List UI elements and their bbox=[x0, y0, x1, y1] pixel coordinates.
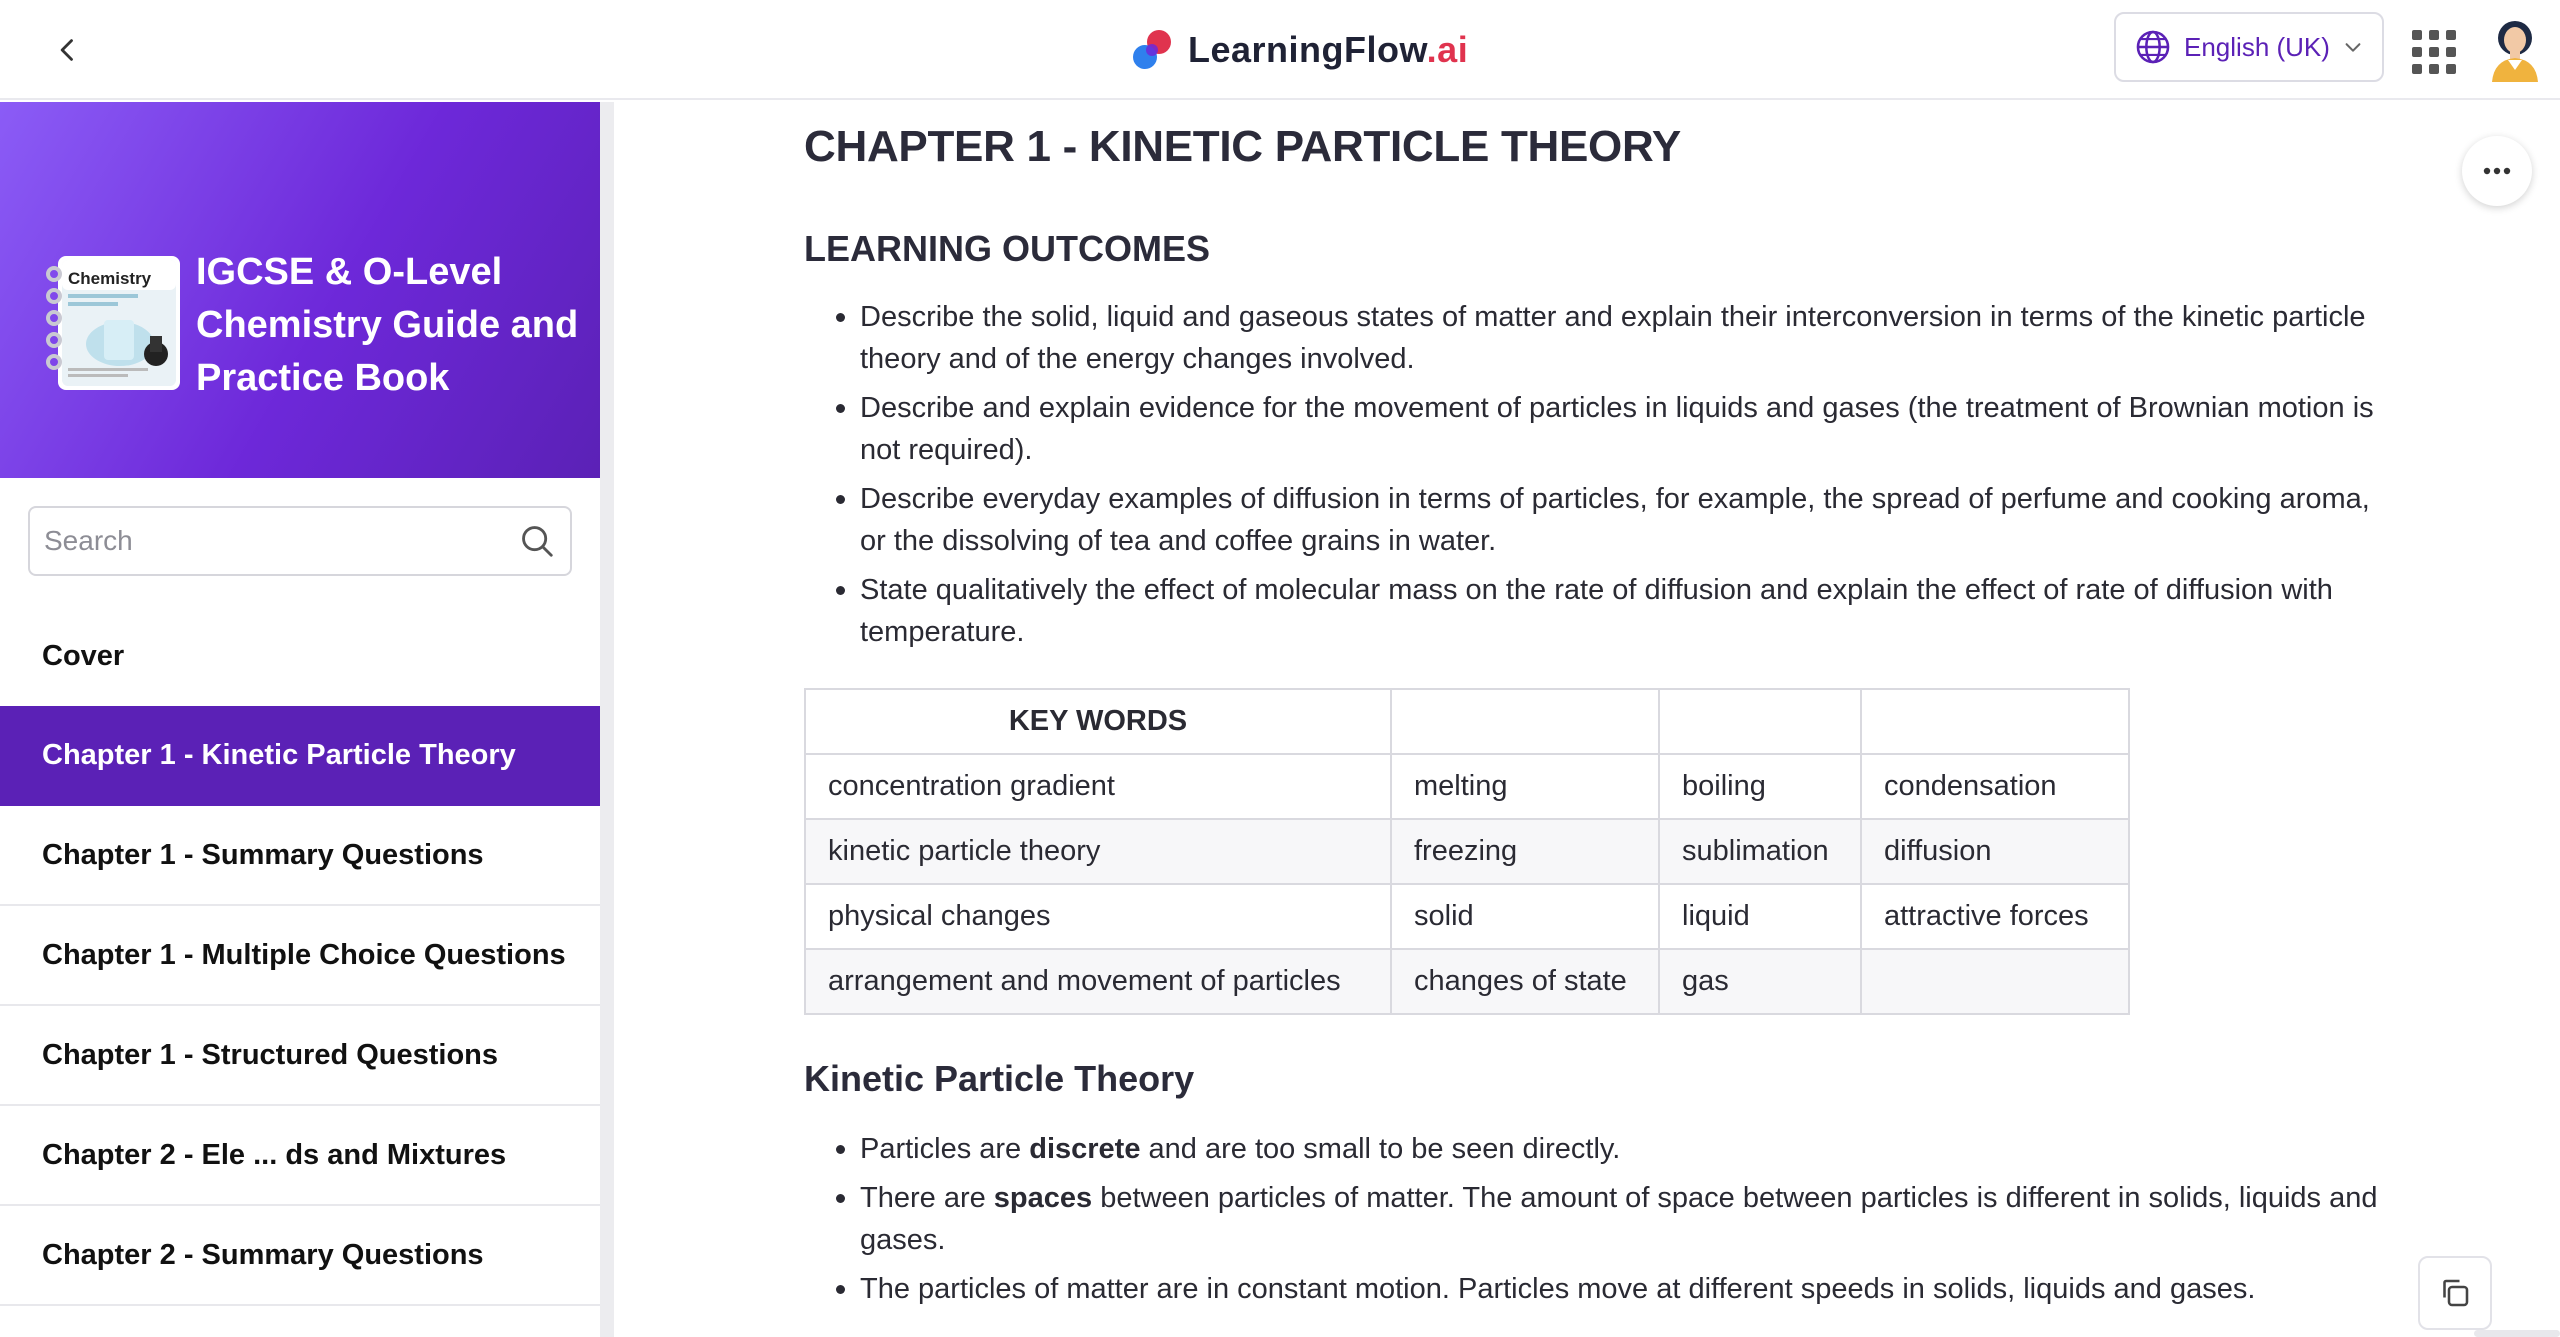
kinetic-particle-theory-list bbox=[804, 1128, 2384, 1317]
table-cell: sublimation bbox=[1659, 819, 1861, 884]
table-row bbox=[805, 819, 2129, 884]
table-row bbox=[805, 754, 2129, 819]
search-input[interactable] bbox=[44, 525, 518, 557]
book-cover-image bbox=[44, 252, 184, 394]
list-item: Describe everyday examples of diffusion in terms of particles, for example, the spread of perfume and cooking aroma, or the dissolving of tea and coffee grains in water. bbox=[804, 478, 2384, 562]
table-cell: condensation bbox=[1861, 754, 2129, 819]
horizontal-scrollbar[interactable] bbox=[2474, 1330, 2560, 1337]
more-horizontal-icon bbox=[2482, 166, 2512, 176]
main-content bbox=[614, 102, 2560, 1337]
list-item: Particles are discrete and are too small to be seen directly. bbox=[804, 1128, 2384, 1170]
table-cell bbox=[1861, 949, 2129, 1014]
table-cell: melting bbox=[1391, 754, 1659, 819]
key-words-header: KEY WORDS bbox=[805, 689, 1391, 754]
toc-item-chapter-1-structured-questions[interactable]: Chapter 1 - Structured Questions bbox=[0, 1006, 600, 1106]
table-cell: arrangement and movement of particles bbox=[805, 949, 1391, 1014]
table-cell: solid bbox=[1391, 884, 1659, 949]
table-cell: physical changes bbox=[805, 884, 1391, 949]
table-cell: liquid bbox=[1659, 884, 1861, 949]
app-logo[interactable] bbox=[1130, 22, 1468, 78]
table-cell: concentration gradient bbox=[805, 754, 1391, 819]
toc-item-chapter-2-elements-and-mixtures[interactable]: Chapter 2 - Ele ... ds and Mixtures bbox=[0, 1106, 600, 1206]
table-cell: changes of state bbox=[1391, 949, 1659, 1014]
language-select[interactable] bbox=[2114, 12, 2384, 82]
table-of-contents bbox=[0, 606, 600, 1306]
svg-text:Chemistry: Chemistry bbox=[68, 269, 152, 288]
learning-outcomes-heading: LEARNING OUTCOMES bbox=[804, 228, 1211, 269]
back-button[interactable] bbox=[40, 22, 96, 78]
apps-grid-icon[interactable] bbox=[2406, 24, 2458, 76]
toc-item-cover[interactable]: Cover bbox=[42, 639, 125, 672]
toc-item-chapter-2-summary-questions[interactable]: Chapter 2 - Summary Questions bbox=[0, 1206, 600, 1306]
search-box bbox=[28, 506, 572, 576]
learning-outcomes-list bbox=[804, 296, 2384, 660]
toc-item-chapter-1-summary-questions[interactable]: Chapter 1 - Summary Questions bbox=[0, 806, 600, 906]
table-cell: kinetic particle theory bbox=[805, 819, 1391, 884]
toc-item-chapter-1-multiple-choice-questions[interactable]: Chapter 1 - Multiple Choice Questions bbox=[0, 906, 600, 1006]
list-item: Describe the solid, liquid and gaseous states of matter and explain their interconversion in terms of the kinetic particle theory and of the energy changes involved. bbox=[804, 296, 2384, 380]
book-title: IGCSE & O-Level Chemistry Guide and Practice Book bbox=[196, 251, 579, 399]
table-header-row bbox=[805, 689, 2129, 754]
table-cell: freezing bbox=[1391, 819, 1659, 884]
list-item: There are spaces between particles of matter. The amount of space between particles is different in solids, liquids and gases. bbox=[804, 1177, 2384, 1261]
globe-icon bbox=[2134, 28, 2172, 66]
list-item: Describe and explain evidence for the movement of particles in liquids and gases (the treatment of Brownian motion is not required). bbox=[804, 387, 2384, 471]
table-row bbox=[805, 949, 2129, 1014]
user-avatar[interactable] bbox=[2484, 12, 2546, 82]
top-header bbox=[0, 0, 2560, 100]
copy-icon bbox=[2437, 1275, 2473, 1311]
table-row bbox=[805, 884, 2129, 949]
chevron-left-icon bbox=[54, 36, 82, 64]
list-item: State qualitatively the effect of molecular mass on the rate of diffusion and explain the effect of rate of diffusion with temperature. bbox=[804, 569, 2384, 653]
table-cell: gas bbox=[1659, 949, 1861, 1014]
table-cell: diffusion bbox=[1861, 819, 2129, 884]
copy-button[interactable] bbox=[2418, 1256, 2492, 1330]
logo-icon bbox=[1130, 27, 1176, 73]
empty-header-cell bbox=[1861, 689, 2129, 754]
empty-header-cell bbox=[1659, 689, 1861, 754]
sidebar bbox=[0, 102, 600, 1337]
empty-header-cell bbox=[1391, 689, 1659, 754]
key-words-table bbox=[804, 688, 2130, 1015]
search-icon[interactable] bbox=[518, 522, 556, 560]
table-cell: attractive forces bbox=[1861, 884, 2129, 949]
language-label: English (UK) bbox=[2184, 31, 2330, 62]
sidebar-scrollbar[interactable] bbox=[600, 102, 614, 1337]
table-cell: boiling bbox=[1659, 754, 1861, 819]
chapter-title: CHAPTER 1 - KINETIC PARTICLE THEORY bbox=[804, 122, 1681, 171]
kinetic-particle-theory-heading: Kinetic Particle Theory bbox=[804, 1058, 1195, 1099]
chevron-down-icon bbox=[2342, 36, 2364, 58]
logo-text: LearningFlow.ai bbox=[1188, 29, 1469, 70]
more-options-button[interactable] bbox=[2462, 136, 2532, 206]
toc-item-chapter-1-kinetic-particle-theory[interactable]: Chapter 1 - Kinetic Particle Theory bbox=[0, 706, 600, 806]
list-item: The particles of matter are in constant motion. Particles move at different speeds in solids, liquids and gases. bbox=[804, 1268, 2384, 1310]
book-header bbox=[0, 102, 600, 478]
